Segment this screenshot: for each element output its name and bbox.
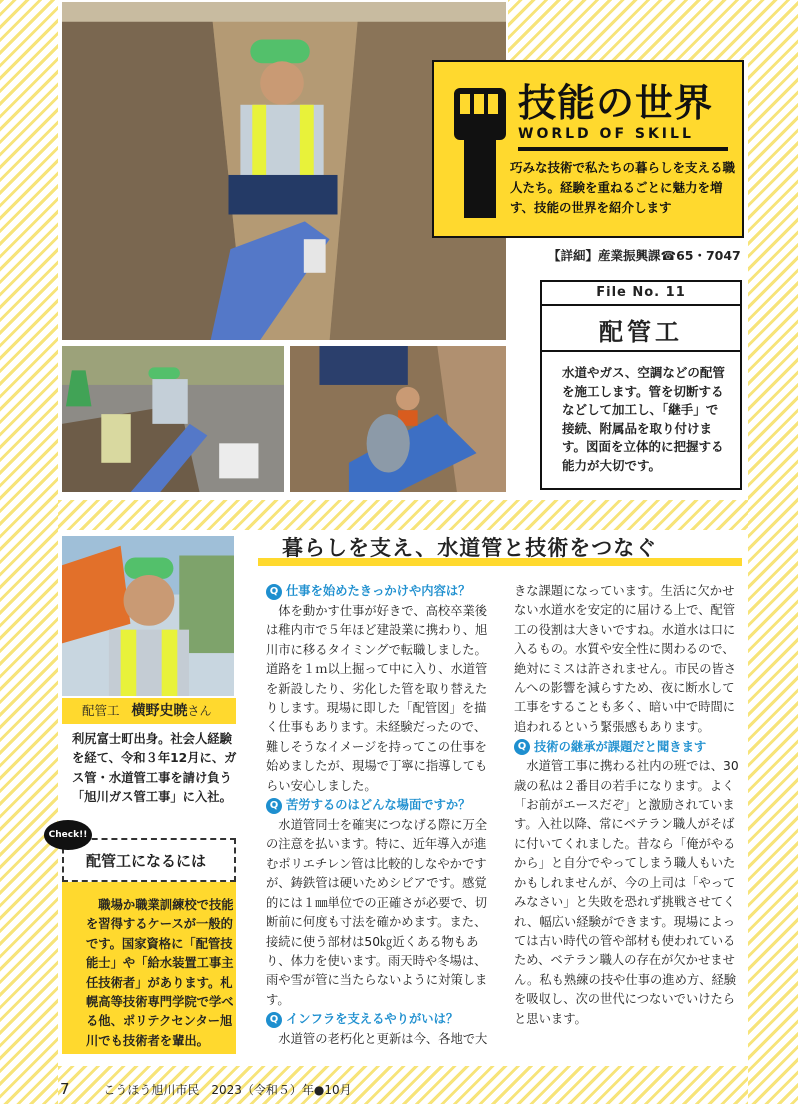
question-1 — [266, 582, 498, 602]
question-icon: Q — [514, 739, 530, 755]
check-heading-box — [62, 838, 236, 882]
question-3 — [266, 1010, 498, 1030]
question-1-text: 仕事を始めたきっかけや内容は？ — [286, 584, 471, 599]
stripe-band-middle — [58, 500, 748, 530]
answer-3-start: 水道管の老朽化と更新は今、各地で大 — [278, 1032, 488, 1047]
feature-title: 技能の世界 — [518, 81, 714, 125]
article-column-2 — [514, 582, 746, 1029]
feature-title-box — [432, 60, 744, 238]
file-number: File No. 11 — [542, 282, 740, 306]
question-4 — [514, 737, 746, 757]
title-rule — [518, 147, 728, 151]
question-2-text: 苦労するのはどんな場面ですか？ — [286, 798, 471, 813]
pipe-joint-photo — [288, 344, 508, 494]
person-job: 配管工 — [82, 703, 120, 718]
answer-2: 水道管同士を確実につなげる際に万全の注意を払います。特に、近年導入が進むポリエチレン管は比較的しなやかですが、鋳鉄管は硬いためシビアです。感覚的には１㎜単位での正確さが必要で、切断前に何度も寸法を確かめます。また、接続に使う部材は50㎏近くある物もあり、体力を使います。雨天時や冬場は、雨や雪が管に当たらないように対策します。 — [266, 818, 488, 1007]
feature-description: 巧みな技術で私たちの暮らしを支える職人たち。経験を重ねるごとに魅力を増す、技能の世界を紹介します — [510, 160, 736, 215]
file-title: 配管工 — [599, 318, 683, 346]
check-body: 職場か職業訓練校で技能を習得するケースが一般的です。国家資格に「配管技能士」や「給水装置工事主任技術者」があります。札幌高等技術専門学院で学べる他、ポリテクセンター旭川でも技術者を輩出。 — [86, 898, 234, 1048]
publication-info: こうほう旭川市民 2023（令和５）年●10月 — [103, 1083, 352, 1097]
stripe-band-top-right — [506, 0, 748, 60]
stripe-band-left — [0, 0, 58, 1104]
question-2 — [266, 796, 498, 816]
person-honorific: さん — [187, 704, 212, 718]
stripe-band-right — [748, 0, 798, 1104]
article-heading: 暮らしを支え、水道管と技術をつなぐ — [282, 536, 658, 560]
check-title: 配管工になるには — [86, 852, 207, 870]
contact-detail: 【詳細】産業振興課☎65・7047 — [548, 248, 741, 263]
question-3-text: インフラを支えるやりがいは？ — [286, 1012, 459, 1027]
page-footer — [60, 1080, 352, 1098]
person-name: 横野史暁 — [131, 703, 188, 719]
fist-icon — [450, 78, 510, 218]
check-badge: Check!! — [44, 820, 92, 850]
job-description: 水道やガス、空調などの配管を施工します。管を切断するなどして加工し、「継手」で接続、附属品を取り付けます。図面を立体的に把握する能力が大切です。 — [540, 352, 742, 490]
person-profile: 利尻富士町出身。社会人経験を経て、令和３年12月に、ガス管・水道管工事を請け負う「旭川ガス管工事」に入社。 — [72, 732, 237, 805]
question-4-text: 技術の継承が課題だと聞きます — [534, 739, 707, 754]
article-column-1 — [266, 582, 498, 1050]
workers-site-photo — [60, 344, 286, 494]
question-icon: Q — [266, 584, 282, 600]
question-icon: Q — [266, 1012, 282, 1028]
answer-3-continued: きな課題になっています。生活に欠かせない水道水を安定的に届ける上で、配管工の役割は大きいですね。水道水は口に入るもの。水質や安全性に関わるので、絶対にミスは許されません。市民の皆さんへの影響を減らすため、夜に断水して工事をすることも多く、暗い中で時間に追われるという緊張感もあります。 — [514, 584, 737, 734]
file-box — [540, 280, 742, 352]
person-caption — [62, 698, 236, 724]
portrait-photo — [60, 534, 236, 698]
feature-subtitle: WORLD OF SKILL — [518, 126, 694, 142]
answer-4: 水道管工事に携わる社内の班では、30歳の私は２番目の若手になります。よく「お前がエースだぞ」と激励されています。入社以降、常にベテラン職人がそばに付いてくれました。昔なら「俺がやるから」と自分でやってしまう職人もいたかもしれませんが、今の上司は「やってみなさい」と失敗を恐れず挑戦させてくれ、幅広い経験ができます。現場によっては古い時代の管や部材も使われているため、ベテラン職人の存在が欠かせません。私も熟練の技や仕事の進め方、経験を吸収し、次の世代につないでいけたらと思います。 — [514, 759, 739, 1026]
question-icon: Q — [266, 798, 282, 814]
page-number: 7 — [60, 1080, 70, 1098]
answer-1: 体を動かす仕事が好きで、高校卒業後は稚内市で５年ほど建設業に携わり、旭川市に移るタイミングで転職しました。道路を１ｍ以上掘って中に入り、水道管を新設したり、劣化した管を取り替えたりします。現場に即した「配管図」を描く仕事もあります。未経験だったので、難しそうなイメージを持ってこの仕事を始めましたが、現場で丁寧に指導してもらい安心しました。 — [266, 604, 488, 793]
